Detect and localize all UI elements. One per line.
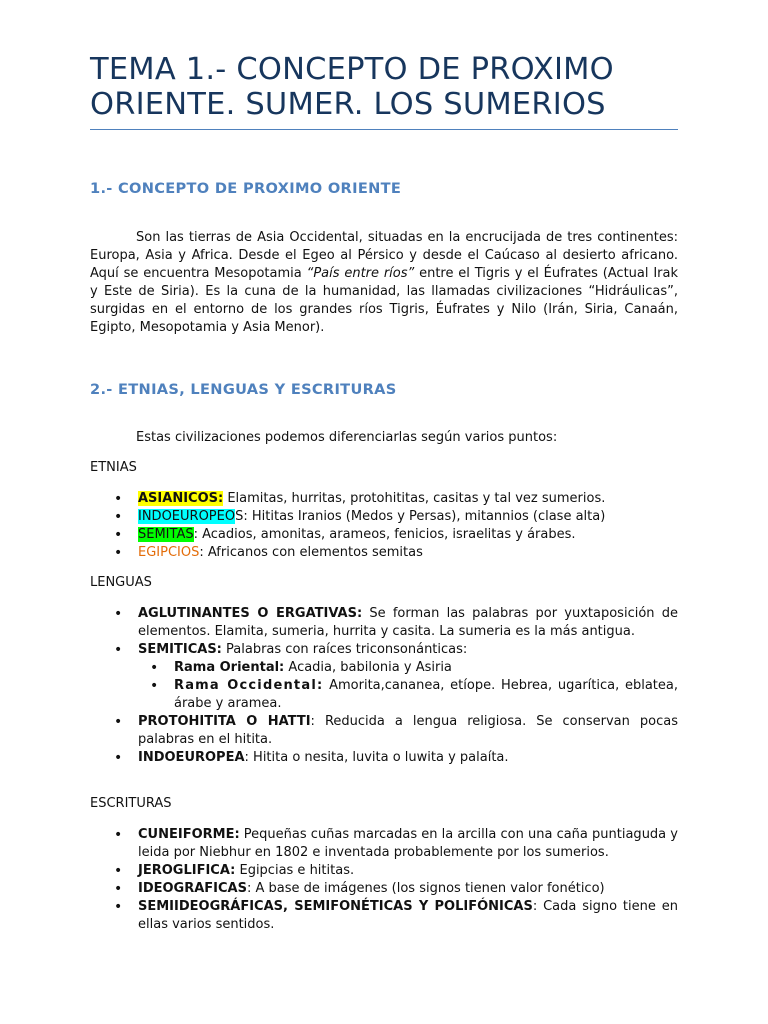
section-2-heading: 2.- ETNIAS, LENGUAS Y ESCRITURAS bbox=[90, 381, 397, 398]
section-2-intro: Estas civilizaciones podemos diferenciarlas según varios puntos: bbox=[136, 430, 558, 445]
section-1-heading: 1.- CONCEPTO DE PROXIMO ORIENTE bbox=[90, 180, 402, 197]
list-item: • SEMIIDEOGRÁFICAS, SEMIFONÉTICAS Y POLIFÓNICAS: Cada signo tiene en ellas varios sentidos. bbox=[90, 898, 678, 934]
list-item: • IDEOGRAFICAS: A base de imágenes (los signos tienen valor fonético) bbox=[90, 880, 678, 898]
title-line-1: TEMA 1.- CONCEPTO DE PROXIMO bbox=[90, 52, 614, 87]
list-item: • SEMITAS: Acadios, amonitas, arameos, fenicios, israelitas y árabes. bbox=[90, 526, 678, 544]
lenguas-list bbox=[90, 605, 678, 767]
title-underline bbox=[90, 129, 678, 130]
escrituras-label: ESCRITURAS bbox=[90, 796, 172, 811]
list-item: • EGIPCIOS: Africanos con elementos semitas bbox=[90, 544, 678, 562]
paragraph-text-b: entre el Tigris y el Éufrates (Actual Irak y Este de Siria). Es la cuna de la humanidad, las llamadas civilizaciones “Hidráulicas”, surgidas en el entorno de los grandes ríos Tigris, Éufrates y Nilo (Irán, Siria, Canaán, Egipto, Mesopotamia y Asia Menor). bbox=[90, 266, 678, 335]
list-item: • PROTOHITITA O HATTI: Reducida a lengua religiosa. Se conservan pocas palabras en el hitita. bbox=[90, 713, 678, 749]
list-item: • INDOEUROPEA: Hitita o nesita, luvita o luwita y palaíta. bbox=[90, 749, 678, 767]
escrituras-list bbox=[90, 826, 678, 934]
list-item: • Rama Occidental: Amorita,cananea, etíope. Hebrea, ugarítica, eblatea, árabe y aramea. bbox=[90, 677, 678, 713]
list-item: • CUNEIFORME: Pequeñas cuñas marcadas en la arcilla con una caña puntiaguda y leida por Niebhur en 1802 e inventada probablemente por los sumerios. bbox=[90, 826, 678, 862]
etnias-label: ETNIAS bbox=[90, 460, 137, 475]
paragraph-text-a: Son las tierras de Asia Occidental, situadas en la encrucijada de tres continentes: Europa, Asia y Africa. Desde el Egeo al Pérsico y desde el Caúcaso al desierto africano. Aquí se encuentra Mesopotamia bbox=[90, 230, 678, 281]
lenguas-label: LENGUAS bbox=[90, 575, 152, 590]
list-item: • ASIANICOS: Elamitas, hurritas, protohititas, casitas y tal vez sumerios. bbox=[90, 490, 678, 508]
list-item: • SEMITICAS: Palabras con raíces triconsonánticas: bbox=[90, 641, 678, 659]
etnias-list bbox=[90, 490, 678, 562]
list-item: • INDOEUROPEOS: Hititas Iranios (Medos y Persas), mitannios (clase alta) bbox=[90, 508, 678, 526]
paragraph-italic: “País entre ríos” bbox=[306, 266, 415, 281]
list-item: • Rama Oriental: Acadia, babilonia y Asiria bbox=[90, 659, 678, 677]
list-item: • AGLUTINANTES O ERGATIVAS: Se forman las palabras por yuxtaposición de elementos. Elamita, sumeria, hurrita y casita. La sumeria es la más antigua. bbox=[90, 605, 678, 641]
document-title bbox=[90, 52, 690, 122]
section-1-paragraph bbox=[90, 229, 678, 337]
list-item: • JEROGLIFICA: Egipcias e hititas. bbox=[90, 862, 678, 880]
title-line-2: ORIENTE. SUMER. LOS SUMERIOS bbox=[90, 87, 606, 122]
